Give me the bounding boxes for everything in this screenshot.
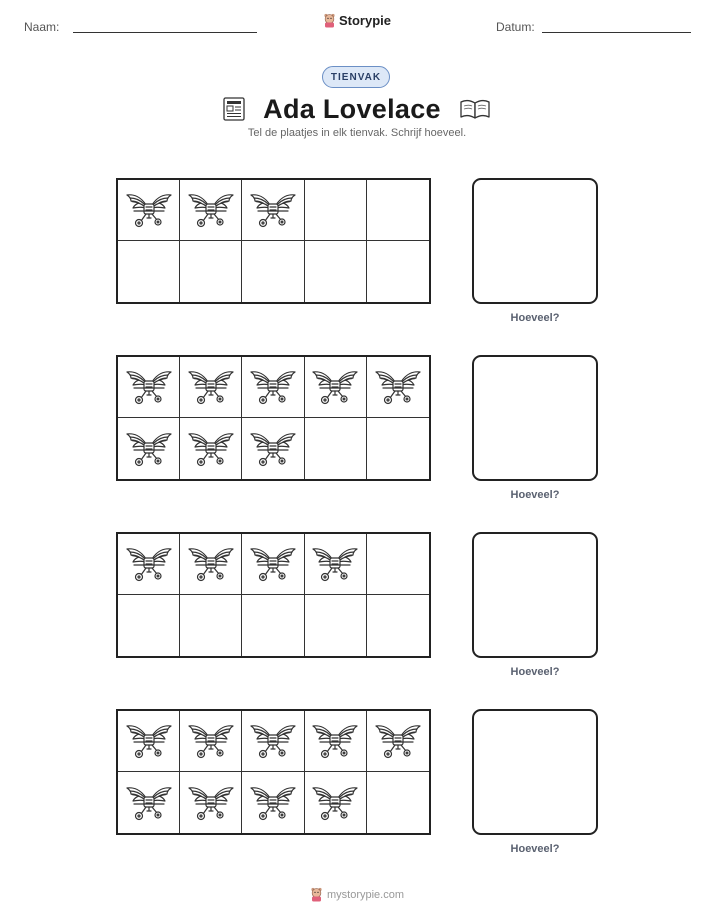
storypie-mascot-icon	[323, 13, 336, 28]
ten-frame-cell	[242, 534, 304, 595]
ten-frame-cell	[367, 180, 429, 241]
date-field-line[interactable]	[542, 32, 691, 33]
answer-box[interactable]	[472, 355, 598, 481]
ten-frame-cell	[367, 711, 429, 772]
ten-frame-cell	[367, 534, 429, 595]
brand-name: Storypie	[338, 13, 391, 28]
winged-flying-machine-icon	[187, 542, 235, 586]
ten-frame-cell	[242, 418, 304, 479]
ten-frame	[116, 355, 431, 481]
ten-frame-cell	[305, 357, 367, 418]
ten-frame-cell	[305, 595, 367, 656]
ten-frame-cell	[118, 180, 180, 241]
winged-flying-machine-icon	[311, 719, 359, 763]
footer-url[interactable]: mystorypie.com	[326, 888, 405, 901]
ten-frame-cell	[367, 357, 429, 418]
worksheet-title: Ada Lovelace	[263, 93, 441, 124]
winged-flying-machine-icon	[187, 781, 235, 825]
answer-box[interactable]	[472, 709, 598, 835]
ten-frame	[116, 532, 431, 658]
ten-frame-cell	[118, 357, 180, 418]
answer-box[interactable]	[472, 178, 598, 304]
ten-frame-cell	[367, 772, 429, 833]
ten-frame	[116, 709, 431, 835]
winged-flying-machine-icon	[249, 427, 297, 471]
newspaper-icon	[223, 97, 245, 121]
ten-frame-cell	[242, 772, 304, 833]
answer-label: Hoeveel?	[510, 843, 560, 855]
ten-frame-cell	[305, 534, 367, 595]
ten-frame-cell	[305, 241, 367, 302]
ten-frame-cell	[180, 418, 242, 479]
winged-flying-machine-icon	[249, 719, 297, 763]
winged-flying-machine-icon	[249, 542, 297, 586]
ten-frame-cell	[118, 595, 180, 656]
ten-frame-cell	[180, 772, 242, 833]
instructions: Tel de plaatjes in elk tienvak. Schrijf hoeveel.	[247, 127, 467, 139]
ten-frame-cell	[118, 711, 180, 772]
winged-flying-machine-icon	[125, 188, 173, 232]
ten-frame-cell	[242, 595, 304, 656]
ten-frame-cell	[305, 180, 367, 241]
worksheet-type-badge: TIENVAK	[322, 66, 390, 88]
ten-frame-cell	[180, 241, 242, 302]
winged-flying-machine-icon	[311, 365, 359, 409]
winged-flying-machine-icon	[249, 365, 297, 409]
ten-frame-cell	[367, 595, 429, 656]
answer-label: Hoeveel?	[510, 666, 560, 678]
brand-logo	[0, 13, 714, 33]
winged-flying-machine-icon	[125, 365, 173, 409]
winged-flying-machine-icon	[374, 365, 422, 409]
ten-frame-cell	[242, 180, 304, 241]
open-book-icon	[459, 98, 491, 120]
ten-frame-cell	[242, 241, 304, 302]
ten-frame-cell	[367, 418, 429, 479]
name-label: Naam:	[24, 20, 60, 34]
winged-flying-machine-icon	[187, 188, 235, 232]
ten-frame	[116, 178, 431, 304]
ten-frame-cell	[305, 772, 367, 833]
ten-frame-cell	[242, 357, 304, 418]
ten-frame-cell	[118, 534, 180, 595]
ten-frame-cell	[180, 595, 242, 656]
winged-flying-machine-icon	[311, 542, 359, 586]
winged-flying-machine-icon	[125, 427, 173, 471]
ten-frame-cell	[180, 357, 242, 418]
answer-box[interactable]	[472, 532, 598, 658]
footer	[0, 887, 714, 902]
ten-frame-cell	[118, 772, 180, 833]
winged-flying-machine-icon	[187, 719, 235, 763]
date-label: Datum:	[496, 20, 535, 34]
answer-label: Hoeveel?	[510, 312, 560, 324]
winged-flying-machine-icon	[249, 188, 297, 232]
winged-flying-machine-icon	[374, 719, 422, 763]
winged-flying-machine-icon	[125, 781, 173, 825]
ten-frame-cell	[118, 418, 180, 479]
ten-frame-cell	[367, 241, 429, 302]
winged-flying-machine-icon	[125, 719, 173, 763]
ten-frame-cell	[305, 711, 367, 772]
ten-frame-cell	[118, 241, 180, 302]
winged-flying-machine-icon	[125, 542, 173, 586]
winged-flying-machine-icon	[187, 427, 235, 471]
winged-flying-machine-icon	[249, 781, 297, 825]
winged-flying-machine-icon	[187, 365, 235, 409]
ten-frame-cell	[180, 534, 242, 595]
ten-frame-cell	[180, 711, 242, 772]
ten-frame-cell	[180, 180, 242, 241]
storypie-mascot-icon	[310, 887, 323, 902]
winged-flying-machine-icon	[311, 781, 359, 825]
ten-frame-cell	[242, 711, 304, 772]
ten-frame-cell	[305, 418, 367, 479]
answer-label: Hoeveel?	[510, 489, 560, 501]
